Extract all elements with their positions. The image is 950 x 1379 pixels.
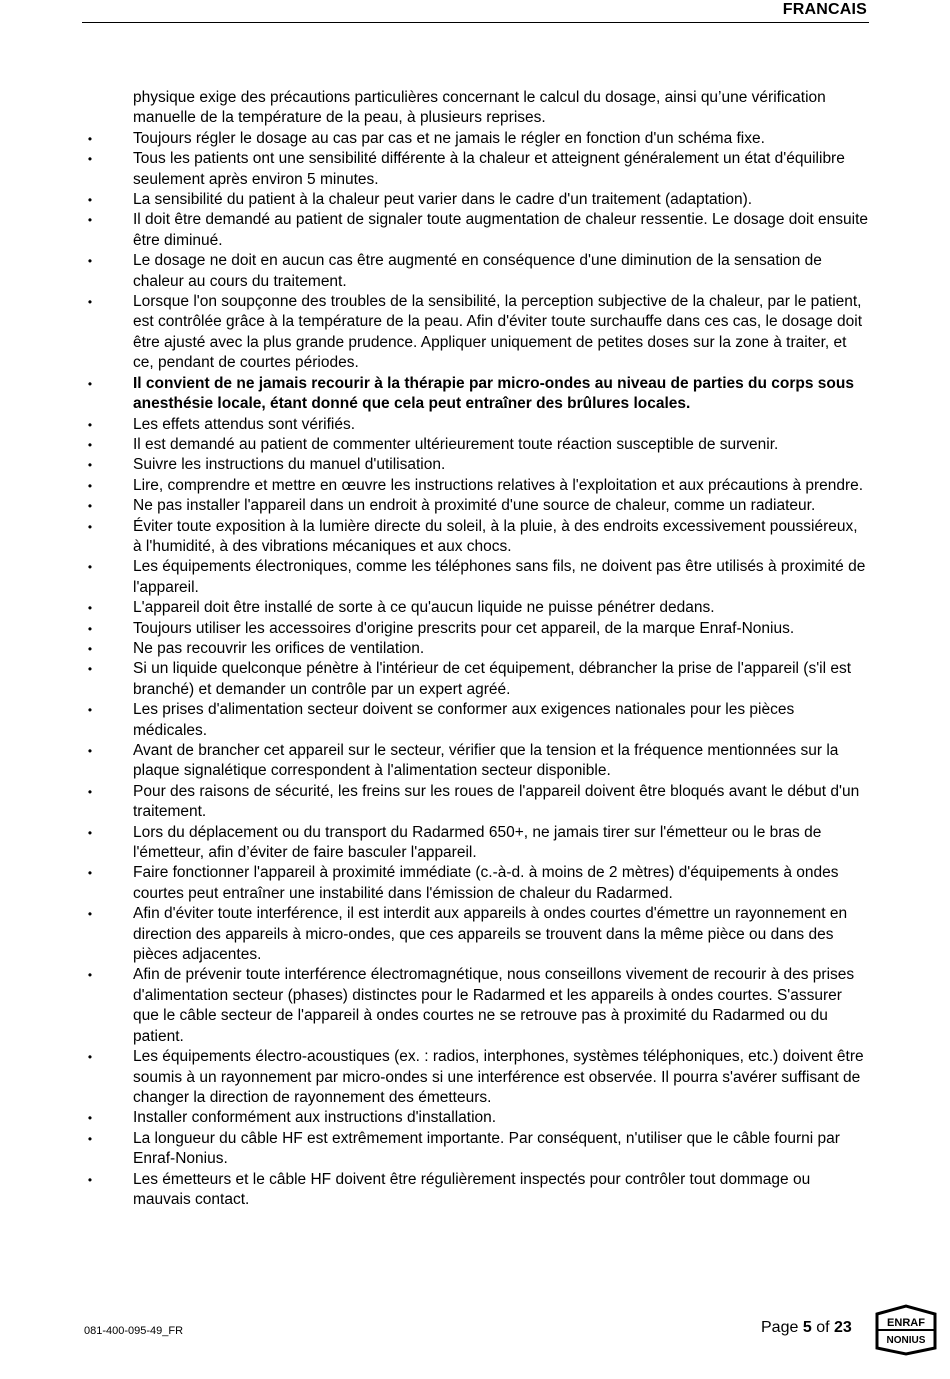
list-item-text: Toujours régler le dosage au cas par cas et ne jamais le régler en fonction d'un schéma fixe. [133, 129, 765, 147]
bullet-icon: • [87, 417, 93, 432]
list-item [87, 1170, 870, 1211]
list-item [87, 598, 870, 618]
bullet-icon: • [87, 641, 93, 656]
list-item [87, 1129, 870, 1170]
list-item [87, 149, 870, 190]
list-item-text: Faire fonctionner l'appareil à proximité immédiate (c.-à-d. à moins de 2 mètres) d'équipements à ondes courtes peut entraîner une instabilité dans l'émission de chaleur du Radarmed. [133, 864, 839, 902]
bullet-icon: • [87, 519, 93, 534]
bullet-icon: • [87, 152, 93, 167]
list-item [87, 455, 870, 475]
logo-text-top: ENRAF [887, 1317, 925, 1329]
list-item-text: Les équipements électroniques, comme les téléphones sans fils, ne doivent pas être utilisés à proximité de l'appareil. [133, 558, 866, 596]
bullet-icon: • [87, 437, 93, 452]
list-item [87, 415, 870, 435]
list-item [87, 251, 870, 292]
list-item-text: Toujours utiliser les accessoires d'origine prescrits pour cet appareil, de la marque Enraf-Nonius. [133, 619, 795, 637]
bullet-icon: • [87, 1131, 93, 1146]
page-number [761, 1319, 852, 1337]
list-item [87, 1047, 870, 1108]
document-body [87, 88, 870, 1210]
of-label: of [816, 1319, 830, 1336]
list-item [87, 823, 870, 864]
bullet-icon: • [87, 458, 93, 473]
bullet-icon: • [87, 213, 93, 228]
list-item [87, 435, 870, 455]
bullet-icon: • [87, 662, 93, 677]
list-item-text: Afin de prévenir toute interférence électromagnétique, nous conseillons vivement de recourir à des prises d'alimentation secteur (phases) distinctes pour le Radarmed et les appareils à ondes courtes. S'assurer que le câble secteur de l'appareil à ondes courtes ne se retrouve pas à proximité du Radarmed ou du patient. [133, 966, 855, 1045]
list-item-text: Ne pas recouvrir les orifices de ventilation. [133, 639, 425, 657]
list-item-text: Éviter toute exposition à la lumière directe du soleil, à la pluie, à des endroits excessivement poussiéreux, à l'humidité, à des vibrations mécaniques et aux chocs. [133, 517, 858, 555]
list-item-text: Avant de brancher cet appareil sur le secteur, vérifier que la tension et la fréquence mentionnées sur la plaque signalétique correspondent à l'alimentation secteur disponible. [133, 742, 839, 780]
bullet-icon: • [87, 744, 93, 758]
intro-paragraph: physique exige des précautions particulières concernant le calcul du dosage, ainsi qu’une vérification manuelle de la température de la peau, à plusieurs reprises. [133, 89, 826, 127]
list-item [87, 782, 870, 823]
document-code: 081-400-095-49_FR [84, 1325, 184, 1337]
list-item [87, 904, 870, 965]
list-item [87, 659, 870, 700]
bullet-icon: • [87, 907, 93, 922]
list-item [87, 517, 870, 558]
bullet-icon: • [87, 1111, 93, 1126]
total-pages: 23 [833, 1319, 852, 1336]
bullet-icon: • [87, 193, 93, 208]
list-item-text: Tous les patients ont une sensibilité différente à la chaleur et atteignent généralement un état d'équilibre seulement après environ 5 minutes. [133, 150, 845, 188]
list-item-text: La longueur du câble HF est extrêmement importante. Par conséquent, n'utiliser que le câble fourni par Enraf-Nonius. [133, 1129, 840, 1168]
list-item [87, 700, 870, 741]
bullet-icon: • [87, 478, 93, 493]
list-item-text: La sensibilité du patient à la chaleur peut varier dans le cadre d'un traitement (adaptation). [133, 191, 753, 209]
page-header [82, 0, 869, 23]
list-item [87, 863, 870, 904]
bullet-icon: • [87, 784, 93, 799]
bullet-icon: • [87, 499, 93, 514]
bullet-icon: • [87, 621, 93, 636]
list-item-text: Les équipements électro-acoustiques (ex. : radios, interphones, systèmes téléphoniques, etc.) doivent être soumis à un rayonnement par micro-ondes si une interférence est observée. Il pourra s'avérer suffisant de changer la direction de rayonnement des émetteurs. [133, 1048, 864, 1106]
list-item [87, 619, 870, 639]
list-item-text: L'appareil doit être installé de sorte à ce qu'aucun liquide ne puisse pénétrer dedans. [133, 599, 715, 617]
list-item [87, 129, 870, 149]
bullet-icon: • [87, 131, 93, 146]
list-item-text: Lire, comprendre et mettre en œuvre les instructions relatives à l'exploitation et aux précautions à prendre. [133, 476, 864, 494]
bullet-icon: • [87, 601, 93, 616]
precautions-list [87, 129, 870, 1211]
list-item-text: Les effets attendus sont vérifiés. [133, 415, 356, 433]
language-title: FRANCAIS [782, 1, 867, 18]
bullet-icon: • [87, 295, 93, 310]
list-item-text: Pour des raisons de sécurité, les freins sur les roues de l'appareil doivent être bloqués avant le début d'un traitement. [133, 782, 860, 821]
list-item [87, 496, 870, 516]
list-item [87, 374, 870, 415]
list-item-text: Afin d'éviter toute interférence, il est interdit aux appareils à ondes courtes d'émettre un rayonnement en direction des appareils à micro-ondes, que ces appareils se trouvent dans la même pièce ou dans des pièces adjacentes. [133, 905, 848, 964]
list-item [87, 190, 870, 210]
list-item-text: Les émetteurs et le câble HF doivent être régulièrement inspectés pour contrôler tout dommage ou mauvais contact. [133, 1170, 811, 1208]
bullet-icon: • [87, 1050, 93, 1065]
list-item [87, 1108, 870, 1128]
list-item-text: Il est demandé au patient de commenter ultérieurement toute réaction susceptible de survenir. [133, 435, 779, 453]
page-label: Page [761, 1319, 799, 1336]
list-item-text: Il doit être demandé au patient de signaler toute augmentation de chaleur ressentie. Le dosage doit ensuite être diminué. [133, 211, 869, 249]
bullet-icon: • [87, 825, 93, 840]
list-item-text: Les prises d'alimentation secteur doivent se conformer aux exigences nationales pour les pièces médicales. [133, 701, 795, 739]
list-item-text: Si un liquide quelconque pénètre à l'intérieur de cet équipement, débrancher la prise de l'appareil (s'il est branché) et demander un contrôle par un expert agréé. [133, 660, 852, 698]
list-item [87, 557, 870, 598]
list-item-text: Lors du déplacement ou du transport du Radarmed 650+, ne jamais tirer sur l'émetteur ou le bras de l'émetteur, afin d’éviter de faire basculer l'appareil. [133, 823, 822, 862]
list-item-text: Installer conformément aux instructions d'installation. [133, 1109, 497, 1127]
bullet-icon: • [87, 254, 93, 269]
bullet-icon: • [87, 703, 93, 718]
list-item [87, 741, 870, 782]
enraf-nonius-logo [873, 1304, 939, 1356]
list-item-text: Ne pas installer l'appareil dans un endroit à proximité d'une source de chaleur, comme un radiateur. [133, 497, 816, 515]
logo-text-bottom: NONIUS [886, 1335, 926, 1346]
bullet-icon: • [87, 1172, 93, 1187]
list-item-text: Suivre les instructions du manuel d'utilisation. [133, 456, 446, 474]
list-item [87, 292, 870, 374]
bullet-icon: • [87, 968, 93, 983]
current-page: 5 [802, 1319, 812, 1336]
list-item-text: Le dosage ne doit en aucun cas être augmenté en conséquence d'une diminution de la sensation de chaleur au cours du traitement. [133, 252, 822, 290]
list-item [87, 639, 870, 659]
bullet-icon: • [87, 560, 93, 575]
list-item [87, 476, 870, 496]
list-item [87, 210, 870, 251]
list-item-text: Il convient de ne jamais recourir à la thérapie par micro-ondes au niveau de parties du corps sous anesthésie locale, étant donné que cela peut entraîner des brûlures locales. [133, 374, 854, 413]
list-item [87, 965, 870, 1047]
list-item-text: Lorsque l'on soupçonne des troubles de la sensibilité, la perception subjective de la chaleur, par le patient, est contrôlée grâce à la température de la peau. Afin d'éviter toute surchauffe dans ces cas, le dosage doit être ajusté avec la plus grande prudence. Appliquer uniquement de petites doses sur la zone à traiter, et ce, pendant de courtes périodes. [133, 293, 863, 372]
bullet-icon: • [87, 376, 93, 391]
bullet-icon: • [87, 866, 93, 881]
